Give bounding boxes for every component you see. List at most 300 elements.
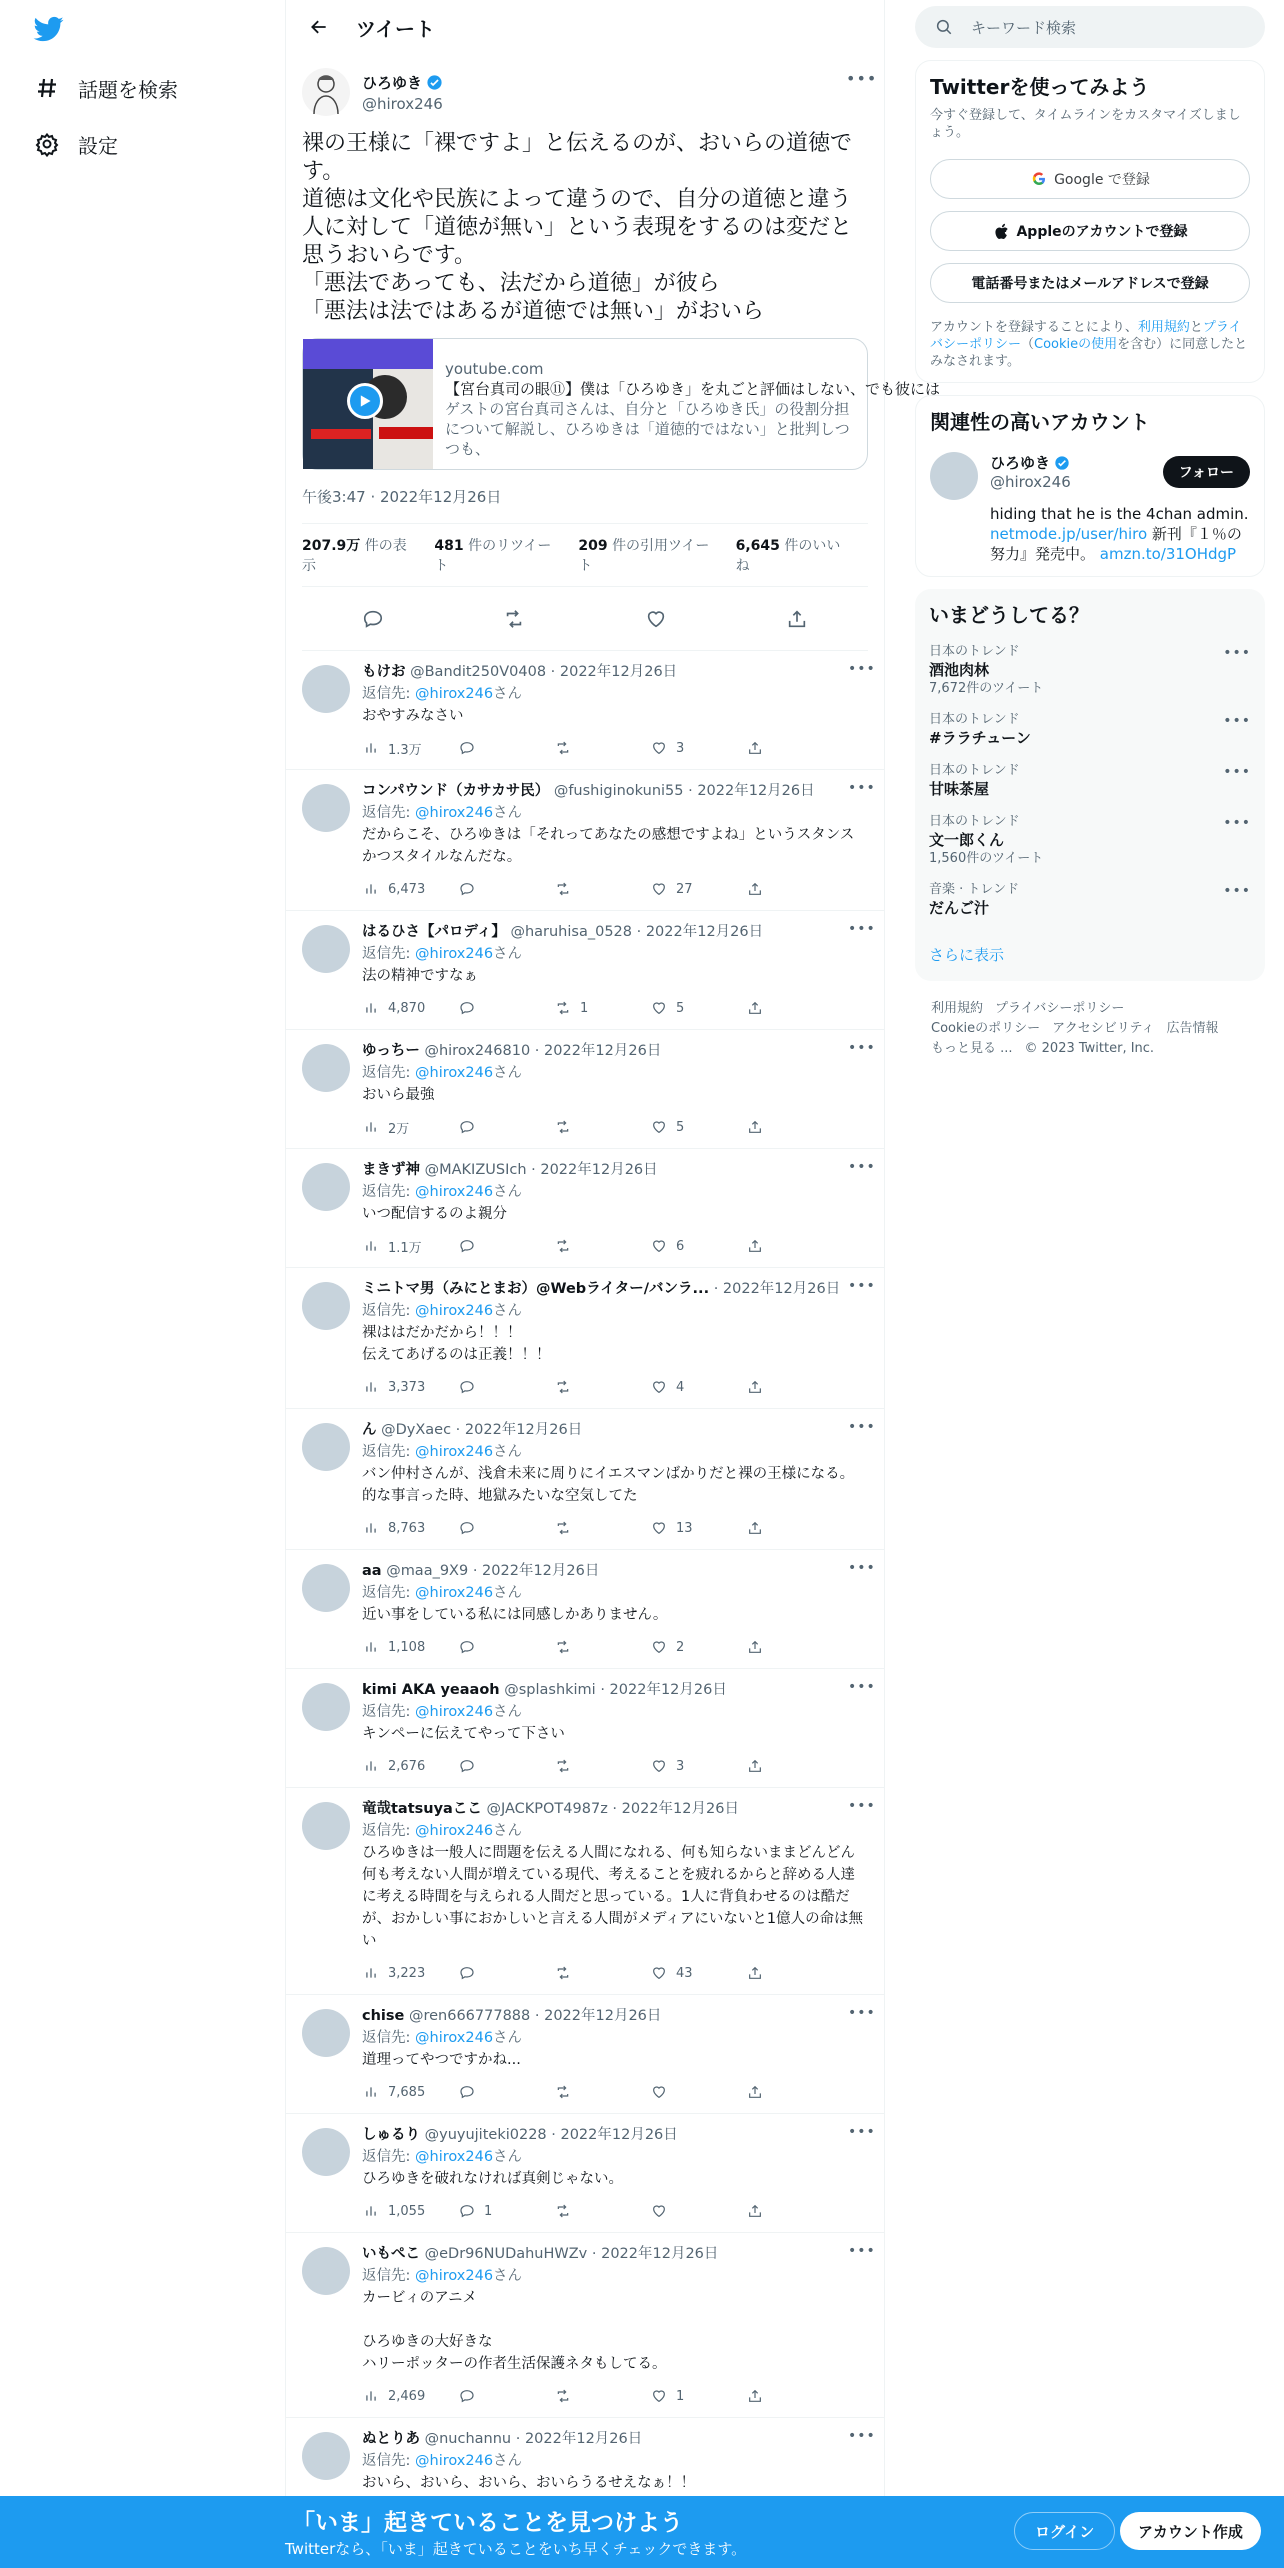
- like-icon: [650, 880, 668, 898]
- views-count: 7,685: [388, 2084, 426, 2100]
- share-icon: [746, 1757, 764, 1775]
- avatar[interactable]: [302, 784, 350, 832]
- more-options-icon[interactable]: •••: [848, 1278, 876, 1294]
- like-action[interactable]: [650, 1964, 746, 1982]
- reply-to-mention[interactable]: @hirox246: [415, 2268, 494, 2284]
- reply-tweet[interactable]: [286, 911, 884, 1030]
- reply-date[interactable]: 2022年12月26日: [697, 783, 815, 799]
- terms-link[interactable]: 利用規約: [1137, 320, 1190, 335]
- reply-to-mention[interactable]: @hirox246: [415, 1823, 494, 1839]
- like-action[interactable]: [650, 2202, 746, 2220]
- views-action[interactable]: [362, 1964, 458, 1982]
- like-action[interactable]: [650, 1638, 746, 1656]
- more-options-icon[interactable]: •••: [848, 1798, 876, 1814]
- views-action[interactable]: [362, 999, 458, 1017]
- reply-tweet[interactable]: [286, 1149, 884, 1268]
- reply-to-label: 返信先:: [362, 1184, 411, 1200]
- reply-separator: ·: [511, 2431, 525, 2447]
- follow-button[interactable]: フォロー: [1163, 456, 1250, 488]
- reply-to-mention[interactable]: @hirox246: [415, 2149, 494, 2165]
- views-action[interactable]: [362, 2083, 458, 2101]
- footer-terms[interactable]: 利用規約: [931, 1001, 984, 1016]
- reply-date[interactable]: 2022年12月26日: [560, 2127, 678, 2143]
- reply-action[interactable]: [458, 1638, 554, 1656]
- footer-privacy[interactable]: プライバシーポリシー: [995, 1001, 1125, 1016]
- views-count: 6,473: [388, 881, 426, 897]
- quotes-stat[interactable]: 209 件の引用ツイート: [578, 538, 710, 574]
- reply-to-mention[interactable]: @hirox246: [415, 1585, 494, 1601]
- reply-to-mention[interactable]: @hirox246: [415, 946, 494, 962]
- footer-more[interactable]: もっと見る ...: [931, 1041, 1013, 1056]
- like-action[interactable]: [650, 2083, 746, 2101]
- share-icon: [746, 880, 764, 898]
- reply-to-mention[interactable]: @hirox246: [415, 2030, 494, 2046]
- signup-title: Twitterを使ってみよう: [930, 75, 1150, 99]
- login-button[interactable]: ログイン: [1014, 2512, 1115, 2550]
- more-options-icon[interactable]: •••: [1223, 815, 1251, 831]
- reply-date[interactable]: 2022年12月26日: [645, 924, 764, 940]
- reply-author-handle[interactable]: @hirox246810: [424, 1043, 531, 1059]
- reply-tweet[interactable]: [286, 1030, 884, 1149]
- reply-action[interactable]: [458, 1757, 554, 1775]
- reply-date[interactable]: 2022年12月26日: [609, 1682, 727, 1698]
- trend-category: 音楽 · トレンド: [929, 882, 1020, 897]
- reply-tweet[interactable]: [286, 1788, 884, 1995]
- reply-author-name[interactable]: ん: [362, 1422, 377, 1438]
- like-icon: [650, 1237, 668, 1255]
- reply-tweet[interactable]: [286, 1550, 884, 1669]
- reply-date[interactable]: 2022年12月26日: [601, 2246, 719, 2262]
- share-action[interactable]: [746, 1757, 842, 1775]
- views-action[interactable]: [362, 2202, 458, 2220]
- reply-author-handle[interactable]: @JACKPOT4987z: [486, 1801, 608, 1817]
- avatar[interactable]: [302, 2247, 350, 2295]
- trend-name: だんご汁: [929, 899, 990, 917]
- cookie-link[interactable]: Cookieの使用: [1034, 337, 1118, 352]
- like-action[interactable]: [650, 1378, 746, 1396]
- reply-action[interactable]: [458, 739, 554, 757]
- more-options-icon[interactable]: •••: [1223, 883, 1251, 899]
- create-account-button[interactable]: アカウント作成: [1120, 2512, 1261, 2550]
- views-icon: [362, 1757, 380, 1775]
- more-options-icon[interactable]: •••: [848, 1679, 876, 1695]
- like-count: 43: [676, 1965, 693, 1981]
- reply-date[interactable]: 2022年12月26日: [544, 2008, 662, 2024]
- reply-to-mention[interactable]: @hirox246: [415, 686, 494, 702]
- more-options-icon[interactable]: •••: [848, 1040, 876, 1056]
- like-action[interactable]: [650, 739, 746, 757]
- reply-to-mention[interactable]: @hirox246: [415, 1444, 494, 1460]
- terms-suffix: を含む）に同意したとみなされます。: [930, 337, 1248, 369]
- main-column: [285, 0, 941, 2500]
- like-count: 4: [676, 1379, 685, 1395]
- page-title: ツイート: [356, 16, 435, 41]
- like-count: 2: [676, 1639, 685, 1655]
- reply-tweet[interactable]: [286, 1995, 884, 2114]
- avatar[interactable]: [302, 925, 350, 973]
- reply-author-handle[interactable]: @eDr96NUDahuHWZv: [424, 2246, 588, 2262]
- reply-author-name[interactable]: はるひさ【パロディ】: [362, 924, 506, 940]
- retweet-action[interactable]: [554, 2202, 650, 2220]
- share-action[interactable]: [746, 880, 842, 898]
- retweet-action[interactable]: [554, 1964, 650, 1982]
- views-count: 4,870: [388, 1000, 426, 1016]
- like-icon: [650, 999, 668, 1017]
- search-input[interactable]: キーワード検索: [971, 18, 1077, 37]
- trend-count: 7,672件のツイート: [929, 681, 1044, 696]
- nav-settings[interactable]: [34, 124, 118, 164]
- views-action[interactable]: [362, 1757, 458, 1775]
- share-action[interactable]: [746, 1638, 842, 1656]
- views-action[interactable]: [362, 1118, 458, 1137]
- avatar[interactable]: [302, 2128, 350, 2176]
- like-action[interactable]: [650, 999, 746, 1017]
- reply-author-handle[interactable]: @Bandit250V0408: [410, 664, 547, 680]
- footer-cookie[interactable]: Cookieのポリシー: [931, 1021, 1041, 1036]
- bio-text: hiding that he is the 4chan admin.: [990, 505, 1249, 523]
- reply-author-name[interactable]: ゆっちー: [362, 1043, 420, 1059]
- trend-item[interactable]: [929, 711, 1251, 748]
- show-more-link[interactable]: さらに表示: [929, 946, 1005, 964]
- like-count: 3: [676, 1758, 685, 1774]
- more-options-icon[interactable]: •••: [1223, 764, 1251, 780]
- like-count: 13: [676, 1520, 693, 1536]
- tweet-text: 裸の王様に「裸ですよ」と伝えるのが、おいらの道徳です。 道徳は文化や民族によって違うので、自分の道徳と違う人に対して「道徳が無い」という表現をするのは変だと思うおいらです。 「悪法であっても、法だから道徳」が彼ら 「悪法は法ではあるが道徳では無い」がおいら: [302, 131, 853, 324]
- like-count: 6: [676, 1238, 685, 1254]
- reply-to-suffix: さん: [493, 1065, 523, 1081]
- reply-text: 裸ははだかだから！！！ 伝えてあげるのは正義！！！: [362, 1325, 551, 1363]
- retweet-action[interactable]: [554, 1237, 650, 1255]
- share-icon: [746, 1237, 764, 1255]
- reply-actions: [362, 1517, 868, 1539]
- views-icon: [362, 1964, 380, 1982]
- avatar[interactable]: [302, 1564, 350, 1612]
- reply-author-handle[interactable]: @splashkimi: [504, 1682, 596, 1698]
- like-action[interactable]: [650, 1757, 746, 1775]
- footer-accessibility[interactable]: アクセシビリティ: [1052, 1021, 1155, 1036]
- retweet-action[interactable]: [554, 2387, 650, 2405]
- reply-action[interactable]: [458, 1237, 554, 1255]
- retweet-icon: [554, 880, 572, 898]
- verified-badge-icon: [1054, 455, 1070, 471]
- reply-tweet[interactable]: [286, 2114, 884, 2233]
- reply-action[interactable]: [458, 1378, 554, 1396]
- share-action[interactable]: [746, 2387, 842, 2405]
- reply-action[interactable]: [458, 999, 554, 1017]
- share-action[interactable]: [746, 1964, 842, 1982]
- reply-to-line: [362, 2265, 868, 2287]
- reply-to-mention[interactable]: @hirox246: [415, 1184, 494, 1200]
- more-options-icon[interactable]: •••: [848, 2428, 876, 2444]
- phone-email-signup-button[interactable]: [930, 263, 1250, 303]
- more-options-icon[interactable]: •••: [848, 2005, 876, 2021]
- views-action[interactable]: [362, 1237, 458, 1256]
- retweet-action[interactable]: [554, 1638, 650, 1656]
- retweet-action[interactable]: [554, 999, 650, 1017]
- reply-separator: ·: [632, 924, 646, 940]
- more-options-icon[interactable]: •••: [848, 661, 876, 677]
- bottom-bar-subtitle: Twitterなら、「いま」起きていることをいち早くチェックできます。: [285, 2540, 747, 2558]
- reply-to-mention[interactable]: @hirox246: [415, 805, 494, 821]
- views-count: 2,469: [388, 2388, 426, 2404]
- play-icon[interactable]: [347, 383, 383, 419]
- reply-date[interactable]: 2022年12月26日: [621, 1801, 739, 1817]
- reply-author-handle[interactable]: @maa_9X9: [386, 1563, 469, 1579]
- trend-item[interactable]: [929, 643, 1251, 697]
- author-name[interactable]: ひろゆき: [362, 73, 423, 92]
- reply-author-handle[interactable]: @haruhisa_0528: [510, 924, 632, 940]
- reply-author-name[interactable]: aa: [362, 1563, 382, 1579]
- more-options-icon[interactable]: •••: [1223, 713, 1251, 729]
- reply-to-mention[interactable]: @hirox246: [415, 1065, 494, 1081]
- reply-to-label: 返信先:: [362, 686, 411, 702]
- video-thumbnail: [303, 339, 433, 469]
- avatar[interactable]: [302, 665, 350, 713]
- share-action[interactable]: [746, 999, 842, 1017]
- like-action[interactable]: [650, 1519, 746, 1537]
- avatar[interactable]: [930, 452, 978, 500]
- views-action[interactable]: [362, 880, 458, 898]
- reply-text: だからこそ、ひろゆきは「それってあなたの感想ですよね」というスタンスかつスタイルなんだな。: [362, 827, 855, 865]
- share-action[interactable]: [746, 1378, 842, 1396]
- reply-to-mention[interactable]: @hirox246: [415, 1704, 494, 1720]
- reply-action[interactable]: [458, 2202, 554, 2220]
- related-account[interactable]: [930, 452, 1250, 500]
- avatar[interactable]: [302, 2432, 350, 2480]
- trend-count: 1,560件のツイート: [929, 851, 1044, 866]
- reply-date[interactable]: 2022年12月26日: [464, 1422, 583, 1438]
- trend-item[interactable]: [929, 813, 1251, 867]
- footer-ads[interactable]: 広告情報: [1166, 1021, 1219, 1036]
- back-arrow-icon[interactable]: [302, 10, 336, 44]
- avatar[interactable]: [302, 2009, 350, 2057]
- reply-date[interactable]: 2022年12月26日: [540, 1162, 658, 1178]
- reply-icon: [458, 2202, 476, 2220]
- like-action[interactable]: [650, 1237, 746, 1255]
- share-action[interactable]: [746, 1519, 842, 1537]
- avatar[interactable]: [302, 1282, 350, 1330]
- twitter-logo-icon[interactable]: [34, 14, 64, 44]
- reply-author-name[interactable]: ぬとりあ: [362, 2431, 420, 2447]
- privacy-link[interactable]: プライバシーポリシー: [930, 320, 1242, 352]
- retweet-action[interactable]: [554, 2083, 650, 2101]
- reply-author-handle[interactable]: @yuyujiteki0228: [424, 2127, 547, 2143]
- more-options-icon[interactable]: •••: [848, 2243, 876, 2259]
- reply-separator: ·: [530, 1043, 545, 1059]
- reply-tweet[interactable]: [286, 1268, 884, 1409]
- views-action[interactable]: [362, 1519, 458, 1537]
- avatar[interactable]: [302, 1683, 350, 1731]
- reply-author-handle[interactable]: @MAKIZUSIch: [424, 1162, 527, 1178]
- tweet-timestamp[interactable]: 午後3:47 · 2022年12月26日: [302, 488, 502, 506]
- reply-date[interactable]: 2022年12月26日: [559, 664, 678, 680]
- related-name[interactable]: ひろゆき: [990, 454, 1051, 472]
- avatar[interactable]: [302, 68, 350, 116]
- reply-action[interactable]: [458, 880, 554, 898]
- views-icon: [362, 1378, 380, 1396]
- reply-actions: [362, 1636, 868, 1658]
- views-action[interactable]: [362, 739, 458, 758]
- share-icon: [746, 1638, 764, 1656]
- reply-author-name[interactable]: ミニトマ男（みにとまお）@Webライター/バンラ...: [362, 1281, 710, 1297]
- reply-to-mention[interactable]: @hirox246: [415, 2453, 494, 2469]
- signup-panel: [915, 60, 1265, 383]
- reply-action[interactable]: [458, 1519, 554, 1537]
- nav-explore[interactable]: [34, 68, 178, 108]
- reply-author-name[interactable]: しゅるり: [362, 2127, 420, 2143]
- reply-action[interactable]: [458, 2083, 554, 2101]
- share-action[interactable]: [746, 2202, 842, 2220]
- reply-actions: [362, 997, 868, 1019]
- avatar[interactable]: [302, 1802, 350, 1850]
- search-icon: [935, 17, 955, 37]
- like-icon: [650, 1519, 668, 1537]
- reply-author-handle[interactable]: @nuchannu: [424, 2431, 512, 2447]
- left-navigation: [0, 0, 285, 2500]
- views-icon: [362, 2202, 380, 2220]
- reply-separator: ·: [468, 1563, 483, 1579]
- reply-author-name[interactable]: chise: [362, 2008, 405, 2024]
- views-icon: [362, 2083, 380, 2101]
- share-icon[interactable]: [784, 606, 810, 632]
- trend-category: 日本のトレンド: [929, 712, 1020, 727]
- trend-name: 文一郎くん: [929, 831, 1005, 849]
- retweet-action[interactable]: [554, 1757, 650, 1775]
- apple-signup-button[interactable]: [930, 211, 1250, 251]
- reply-author-handle[interactable]: @ren666777888: [408, 2008, 531, 2024]
- more-options-icon[interactable]: •••: [848, 921, 876, 937]
- reply-author-name[interactable]: もけお: [362, 664, 406, 680]
- reply-actions: [362, 1755, 868, 1777]
- reply-tweet[interactable]: [286, 1409, 884, 1550]
- nav-settings-label: 設定: [78, 133, 118, 158]
- reply-text: バン仲村さんが、浅倉未来に周りにイエスマンばかりだと裸の王様になる。的な事言った時、地獄みたいな空気してた: [362, 1466, 855, 1504]
- reply-tweet[interactable]: [286, 770, 884, 911]
- reply-author-name[interactable]: kimi AKA yeaaoh: [362, 1682, 500, 1698]
- reply-text: キンペーに伝えてやって下さい: [362, 1726, 565, 1742]
- reply-author-name[interactable]: いもぺこ: [362, 2246, 420, 2262]
- like-icon[interactable]: [643, 606, 669, 632]
- avatar[interactable]: [302, 1163, 350, 1211]
- trend-category: 日本のトレンド: [929, 763, 1020, 778]
- reply-text: ひろゆきを破れなければ真剣じゃない。: [362, 2171, 623, 2187]
- more-options-icon[interactable]: •••: [848, 2124, 876, 2140]
- reply-to-label: 返信先:: [362, 1823, 411, 1839]
- reply-tweet[interactable]: [286, 1669, 884, 1788]
- reply-to-suffix: さん: [493, 1823, 523, 1839]
- share-action[interactable]: [746, 739, 842, 757]
- views-action[interactable]: [362, 1638, 458, 1656]
- retweet-action[interactable]: [554, 880, 650, 898]
- views-stat[interactable]: 207.9万 件の表示: [302, 538, 407, 574]
- like-icon: [650, 1964, 668, 1982]
- reply-tweet[interactable]: [286, 2233, 884, 2418]
- reply-to-line: [362, 802, 868, 824]
- reply-to-suffix: さん: [493, 1585, 523, 1601]
- share-icon: [746, 999, 764, 1017]
- more-options-icon[interactable]: •••: [846, 69, 878, 88]
- more-options-icon[interactable]: •••: [848, 1419, 876, 1435]
- views-count: 1,055: [388, 2203, 426, 2219]
- reply-date[interactable]: 2022年12月26日: [722, 1281, 841, 1297]
- avatar[interactable]: [302, 1423, 350, 1471]
- reply-author-name[interactable]: まきず神: [362, 1162, 420, 1178]
- like-icon: [650, 1757, 668, 1775]
- reply-actions: [362, 2081, 868, 2103]
- reply-action[interactable]: [458, 1118, 554, 1136]
- related-accounts-panel: [915, 395, 1265, 577]
- reply-separator: ·: [595, 1682, 610, 1698]
- retweet-action[interactable]: [554, 1378, 650, 1396]
- trend-category: 日本のトレンド: [929, 814, 1020, 829]
- retweets-stat[interactable]: 481 件のリツイート: [434, 538, 552, 574]
- more-options-icon[interactable]: •••: [848, 1560, 876, 1576]
- reply-action[interactable]: [458, 2387, 554, 2405]
- reply-to-mention[interactable]: @hirox246: [415, 1303, 494, 1319]
- reply-author-name[interactable]: コンパウンド（カサカサ民）: [362, 783, 550, 799]
- reply-icon[interactable]: [360, 606, 386, 632]
- bio-link-netmode[interactable]: netmode.jp/user/hiro: [990, 525, 1148, 543]
- retweet-icon[interactable]: [501, 606, 527, 632]
- reply-date[interactable]: 2022年12月26日: [544, 1043, 662, 1059]
- retweet-icon: [554, 1964, 572, 1982]
- likes-stat[interactable]: 6,645 件のいいね: [735, 538, 841, 574]
- views-action[interactable]: [362, 1378, 458, 1396]
- bio-link-amzn[interactable]: amzn.to/31OHdgP: [1099, 545, 1237, 563]
- trends-panel: [915, 589, 1265, 981]
- trend-item[interactable]: [929, 762, 1251, 799]
- like-action[interactable]: [650, 880, 746, 898]
- reply-author-handle[interactable]: @fushiginokuni55: [553, 783, 684, 799]
- reply-text: ひろゆきは一般人に問題を伝える人間になれる、何も知らないままどんどん何も考えない人間が増えている現代、考えることを疲れるからと辞める人達に考える時間を与えられる人間だと思っている。1人に背負わせるのは酷だが、おかしい事におかしいと言える人間がメディアにいないと1億人の命は無い: [362, 1845, 864, 1949]
- reply-date[interactable]: 2022年12月26日: [524, 2431, 643, 2447]
- reply-tweet[interactable]: [286, 651, 884, 770]
- reply-icon: [458, 1519, 476, 1537]
- like-icon: [650, 2202, 668, 2220]
- retweet-action[interactable]: [554, 739, 650, 757]
- reply-text: 道理ってやつですかね...: [362, 2052, 521, 2068]
- avatar[interactable]: [302, 1044, 350, 1092]
- reply-to-suffix: さん: [493, 2030, 523, 2046]
- search-bar[interactable]: [915, 6, 1265, 48]
- reply-action[interactable]: [458, 1964, 554, 1982]
- share-action[interactable]: [746, 1237, 842, 1255]
- google-signup-button[interactable]: [930, 159, 1250, 199]
- share-action[interactable]: [746, 2083, 842, 2101]
- reply-date[interactable]: 2022年12月26日: [482, 1563, 600, 1579]
- reply-author-name[interactable]: 竜哉tatsuyaここ: [362, 1801, 482, 1817]
- more-options-icon[interactable]: •••: [848, 780, 876, 796]
- reply-author-handle[interactable]: @DyXaec: [381, 1422, 452, 1438]
- like-action[interactable]: [650, 2387, 746, 2405]
- more-options-icon[interactable]: •••: [848, 1159, 876, 1175]
- views-action[interactable]: [362, 2387, 458, 2405]
- link-card[interactable]: [302, 338, 941, 470]
- retweet-action[interactable]: [554, 1519, 650, 1537]
- views-icon: [362, 739, 380, 757]
- trend-item[interactable]: [929, 881, 1251, 918]
- reply-icon: [458, 1118, 476, 1136]
- retweet-action[interactable]: [554, 1118, 650, 1136]
- like-action[interactable]: [650, 1118, 746, 1136]
- views-count: 1,108: [388, 1639, 426, 1655]
- reply-to-suffix: さん: [493, 1444, 523, 1460]
- share-action[interactable]: [746, 1118, 842, 1136]
- author-handle[interactable]: @hirox246: [362, 94, 443, 113]
- related-handle[interactable]: @hirox246: [990, 473, 1071, 491]
- share-icon: [746, 2202, 764, 2220]
- more-options-icon[interactable]: •••: [1223, 645, 1251, 661]
